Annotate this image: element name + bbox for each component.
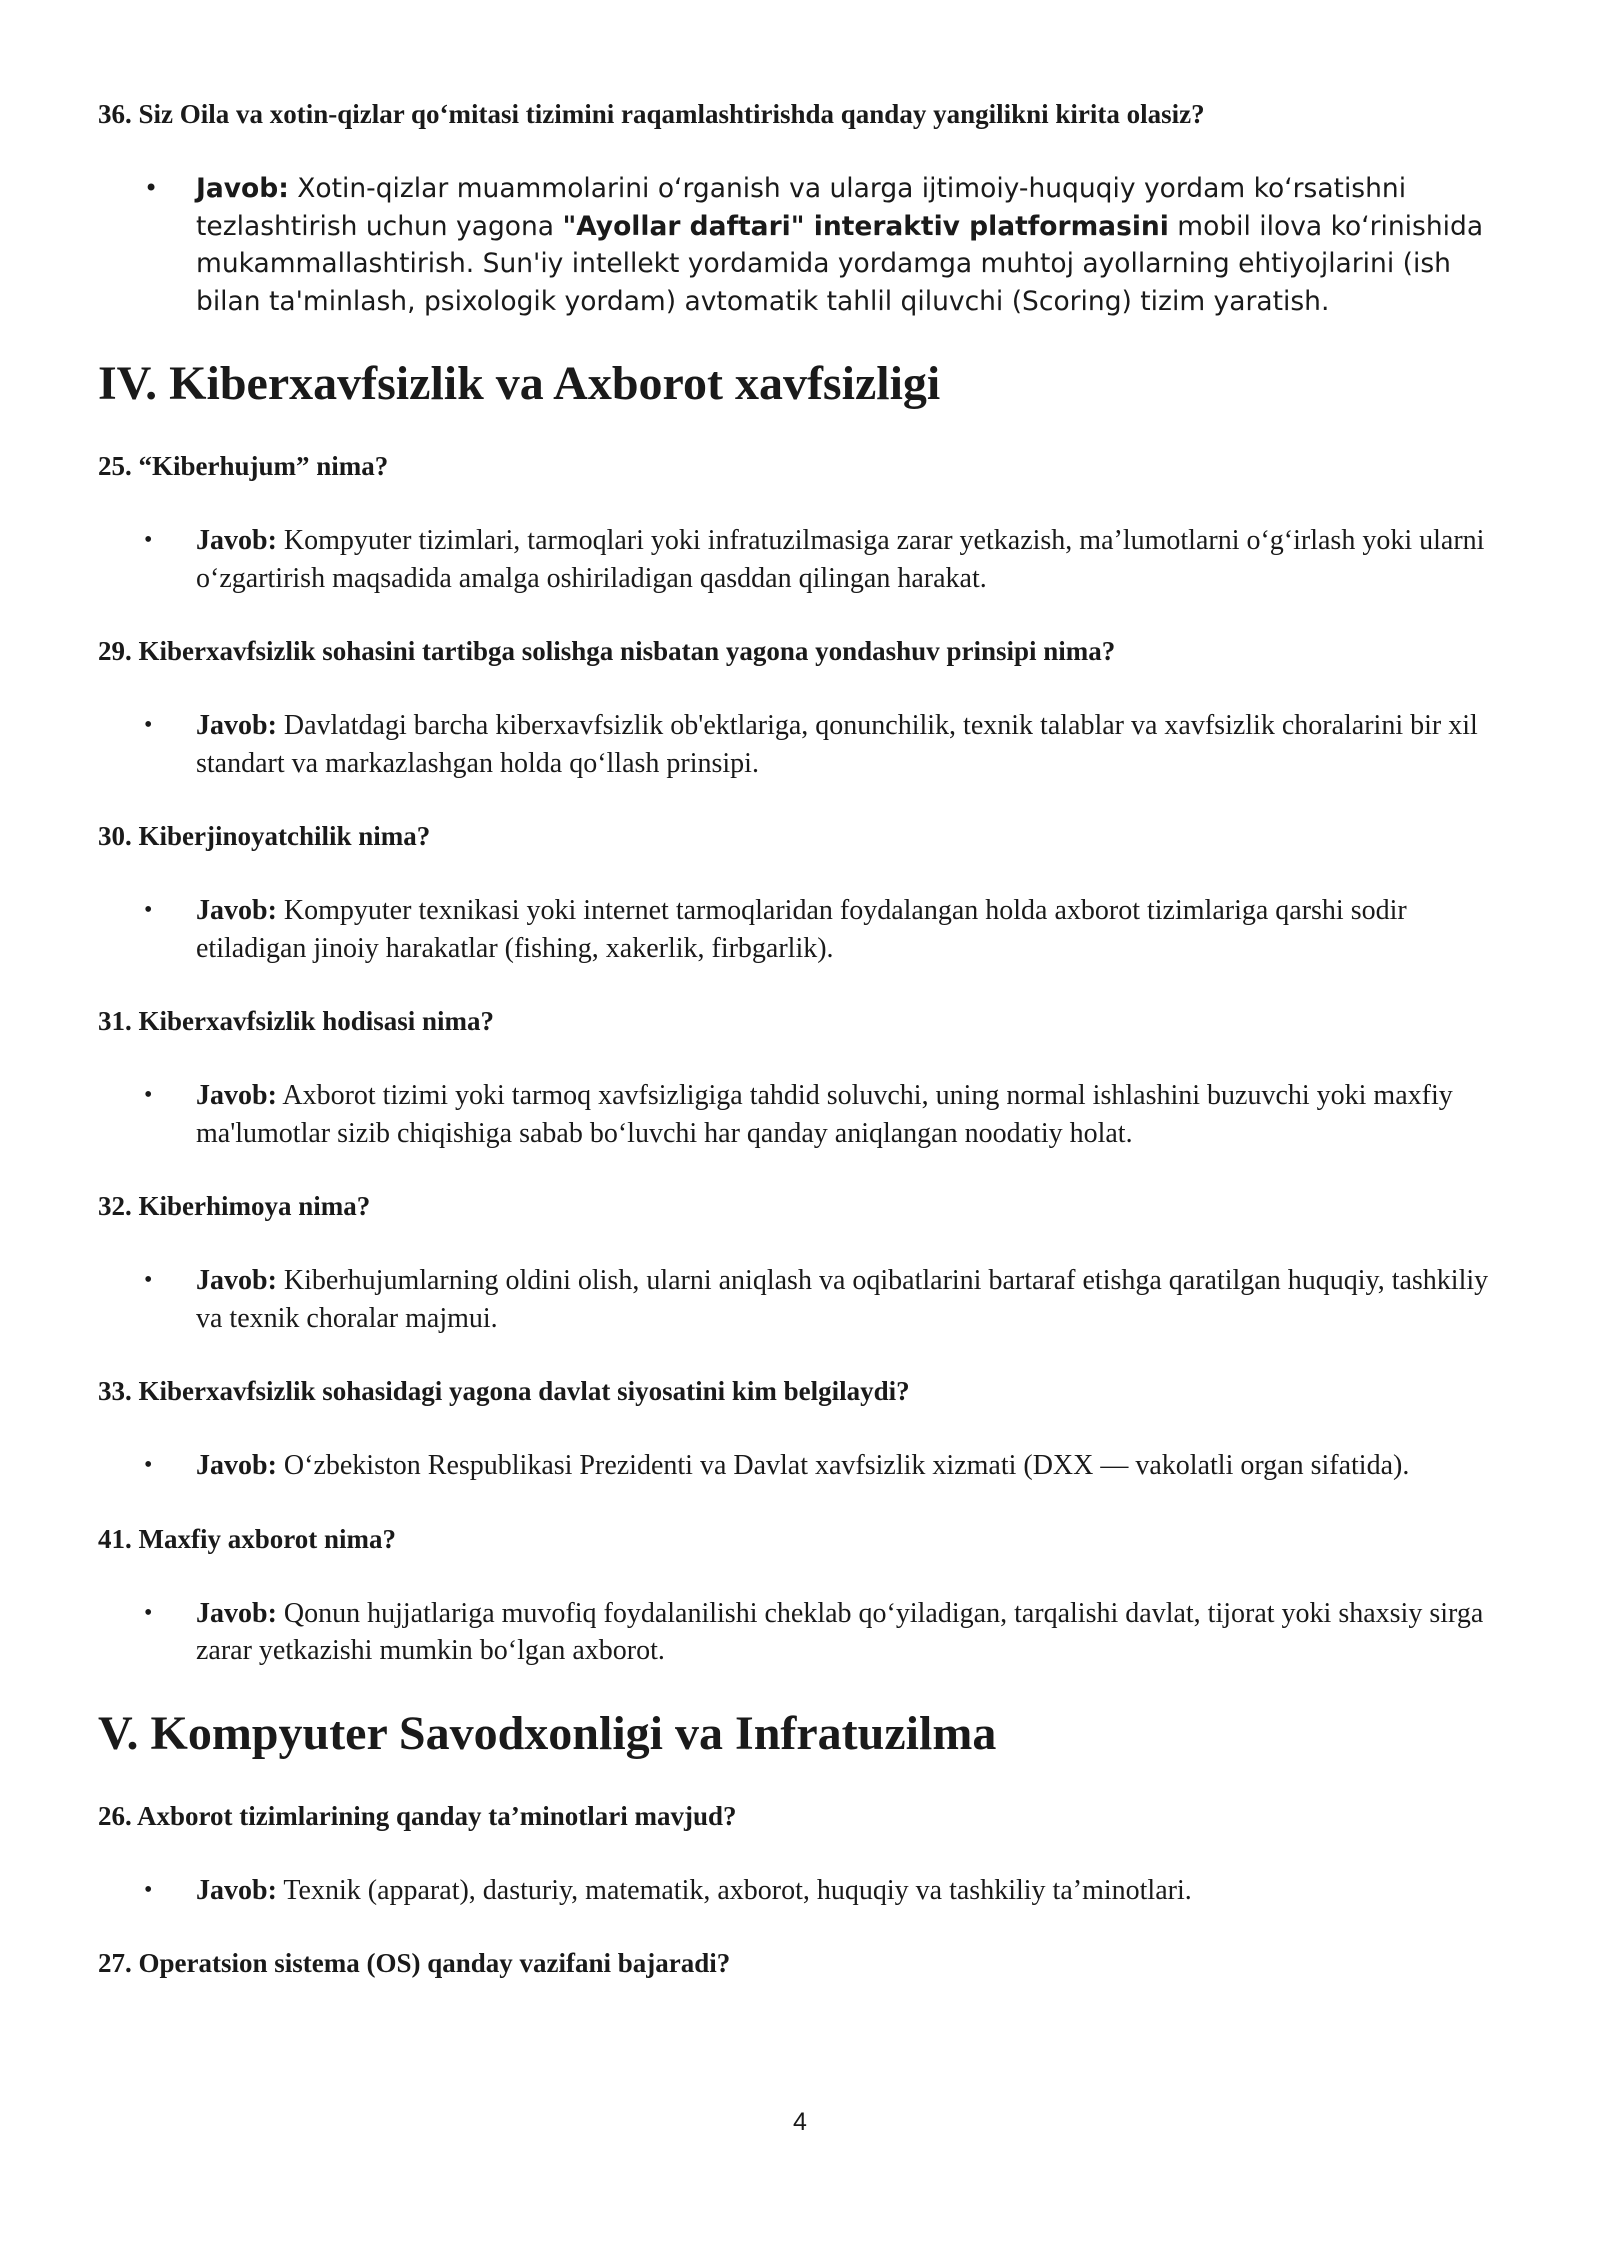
bullet-icon: • [144,1876,153,1903]
bullet-icon: • [144,1082,153,1108]
answer-30 [98,892,1518,967]
bullet-icon: • [144,1599,153,1626]
answer-text: Xotin-qizlar muammolarini o‘rganish va ularga ijtimoiy-huquqiy yordam ko‘rsatishni tezlashtirish uchun yagona [196,173,1407,242]
answer-label: Javob: [196,525,277,556]
question-27: 27. Operatsion sistema (OS) qanday vazifani bajaradi? [98,1948,731,1978]
answer-label: Javob: [196,1450,277,1481]
question-41: 41. Maxfiy axborot nima? [98,1523,396,1554]
question-29: 29. Kiberxavfsizlik sohasini tartibga solishga nisbatan yagona yondashuv prinsipi nima? [98,636,1116,666]
answer-33 [98,1447,1518,1485]
bullet-icon: • [144,712,153,738]
question-36: 36. Siz Oila va xotin-qizlar qo‘mitasi tizimini raqamlashtirishda qanday yangilikni kirita olasiz? [98,99,1205,129]
answer-label: Javob: [196,1597,277,1629]
answer-29 [98,707,1518,782]
answer-text: Axborot tizimi yoki tarmoq xavfsizligiga tahdid soluvchi, uning normal ishlashini buzuvchi yoki maxfiy ma'lumotlar sizib chiqishiga sabab bo‘luvchi har qanday aniqlangan noodatiy holat. [196,1080,1453,1149]
answer-32 [98,1262,1518,1337]
answer-bold-text: "Ayollar daftari" interaktiv platformasini [562,210,1169,242]
question-31: 31. Kiberxavfsizlik hodisasi nima? [98,1006,495,1036]
question-33: 33. Kiberxavfsizlik sohasidagi yagona davlat siyosatini kim belgilaydi? [98,1376,910,1406]
answer-26 [98,1872,1518,1910]
section-heading-5: V. Kompyuter Savodxonligi va Infratuzilma [98,1706,997,1760]
question-25: 25. “Kiberhujum” nima? [98,451,389,481]
answer-36 [98,170,1518,320]
page-number: 4 [793,2108,807,2136]
answer-text: mobil ilova ko‘rinishida mukammallashtirish. Sun'iy intellekt yordamida yordamga muhtoj ayollarning ehtiyojlarini (ish bilan ta'minlash, psixologik yordam) avtomatik tahlil qiluvchi (Scoring) tizim yaratish. [196,210,1484,317]
answer-41 [98,1595,1518,1670]
answer-label: Javob: [196,1874,277,1906]
answer-label: Javob: [196,1080,277,1111]
bullet-icon: • [144,1452,153,1478]
question-26: 26. Axborot tizimlarining qanday ta’minotlari mavjud? [98,1800,737,1831]
bullet-icon: • [144,1267,153,1293]
answer-text: Kiberhujumlarning oldini olish, ularni aniqlash va oqibatlarini bartaraf etishga qaratilgan huquqiy, tashkiliy va texnik choralar majmui. [196,1265,1489,1334]
answer-31 [98,1077,1518,1152]
answer-25 [98,522,1518,597]
bullet-icon: • [144,527,153,553]
answer-text: O‘zbekiston Respublikasi Prezidenti va Davlat xavfsizlik xizmati (DXX — vakolatli organ sifatida). [276,1450,1410,1481]
section-heading-4: IV. Kiberxavfsizlik va Axborot xavfsizligi [98,357,941,410]
answer-text: Kompyuter tizimlari, tarmoqlari yoki infratuzilmasiga zarar yetkazish, ma’lumotlarni o‘g‘irlash yoki ularni o‘zgartirish maqsadida amalga oshiriladigan qasddan qilingan harakat. [196,525,1485,594]
bullet-icon: • [144,897,153,923]
question-32: 32. Kiberhimoya nima? [98,1191,371,1221]
answer-label: Javob: [196,895,277,926]
answer-label: Javob: [196,1265,277,1296]
bullet-icon: • [144,174,159,202]
answer-label: Javob: [196,710,277,741]
answer-text: Texnik (apparat), dasturiy, matematik, axborot, huquqiy va tashkiliy ta’minotlari. [276,1874,1192,1906]
answer-text: Qonun hujjatlariga muvofiq foydalanilishi cheklab qo‘yiladigan, tarqalishi davlat, tijorat yoki shaxsiy sirga zarar yetkazishi mumkin bo‘lgan axborot. [196,1597,1484,1666]
question-30: 30. Kiberjinoyatchilik nima? [98,821,431,851]
answer-text: Kompyuter texnikasi yoki internet tarmoqlaridan foydalangan holda axborot tizimlariga qarshi sodir etiladigan jinoiy harakatlar (fishing, xakerlik, firbgarlik). [196,895,1407,964]
answer-text: Davlatdagi barcha kiberxavfsizlik ob'ektlariga, qonunchilik, texnik talablar va xavfsizlik choralarini bir xil standart va markazlashgan holda qo‘llash prinsipi. [196,710,1478,779]
answer-label: Javob: [196,173,289,204]
document-page [98,96,1518,2019]
